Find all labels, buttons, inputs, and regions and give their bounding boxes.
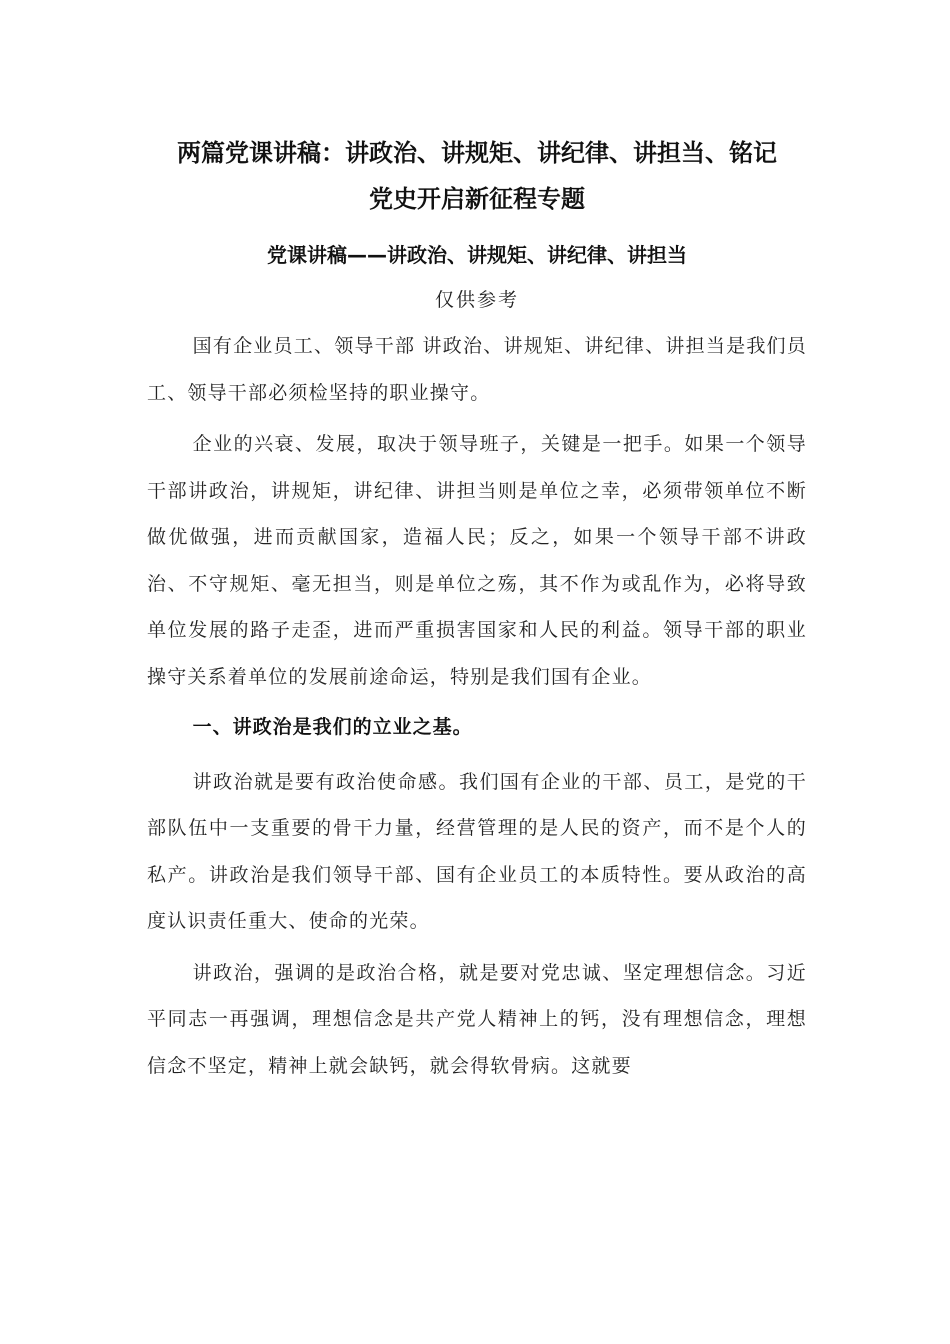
document-body bbox=[147, 130, 807, 1089]
section-1-paragraph-2: 讲政治，强调的是政治合格，就是要对党忠诚、坚定理想信念。习近平同志一再强调，理想信念是共产党人精神上的钙，没有理想信念，理想信念不坚定，精神上就会缺钙，就会得软骨病。这就要 bbox=[147, 961, 807, 1077]
intro-paragraph-1: 国有企业员工、领导干部 讲政治、讲规矩、讲纪律、讲担当是我们员工、领导干部必须检坚持的职业操守。 bbox=[147, 335, 807, 404]
section-1-heading: 一、讲政治是我们的立业之基。 bbox=[192, 716, 473, 738]
intro-paragraph-2: 企业的兴衰、发展，取决于领导班子，关键是一把手。如果一个领导干部讲政治，讲规矩，讲纪律、讲担当则是单位之幸，必须带领单位不断做优做强，进而贡献国家，造福人民；反之，如果一个领导干部不讲政治、不守规矩、毫无担当，则是单位之殇，其不作为或乱作为，必将导致单位发展的路子走歪，进而严重损害国家和人民的利益。领导干部的职业操守关系着单位的发展前途命运，特别是我们国有企业。 bbox=[147, 433, 807, 688]
reference-note: 仅供参考 bbox=[434, 289, 519, 311]
section-1-paragraph-1: 讲政治就是要有政治使命感。我们国有企业的干部、员工，是党的干部队伍中一支重要的骨干力量，经营管理的是人民的资产，而不是个人的私产。讲政治是我们领导干部、国有企业员工的本质特性。要从政治的高度认识责任重大、使命的光荣。 bbox=[147, 770, 807, 932]
document-subtitle: 党课讲稿——讲政治、讲规矩、讲纪律、讲担当 bbox=[267, 243, 687, 267]
title-line-1: 两篇党课讲稿：讲政治、讲规矩、讲纪律、讲担当、铭记 bbox=[177, 139, 777, 167]
title-line-2: 党史开启新征程专题 bbox=[369, 185, 585, 213]
document-title bbox=[147, 130, 807, 222]
